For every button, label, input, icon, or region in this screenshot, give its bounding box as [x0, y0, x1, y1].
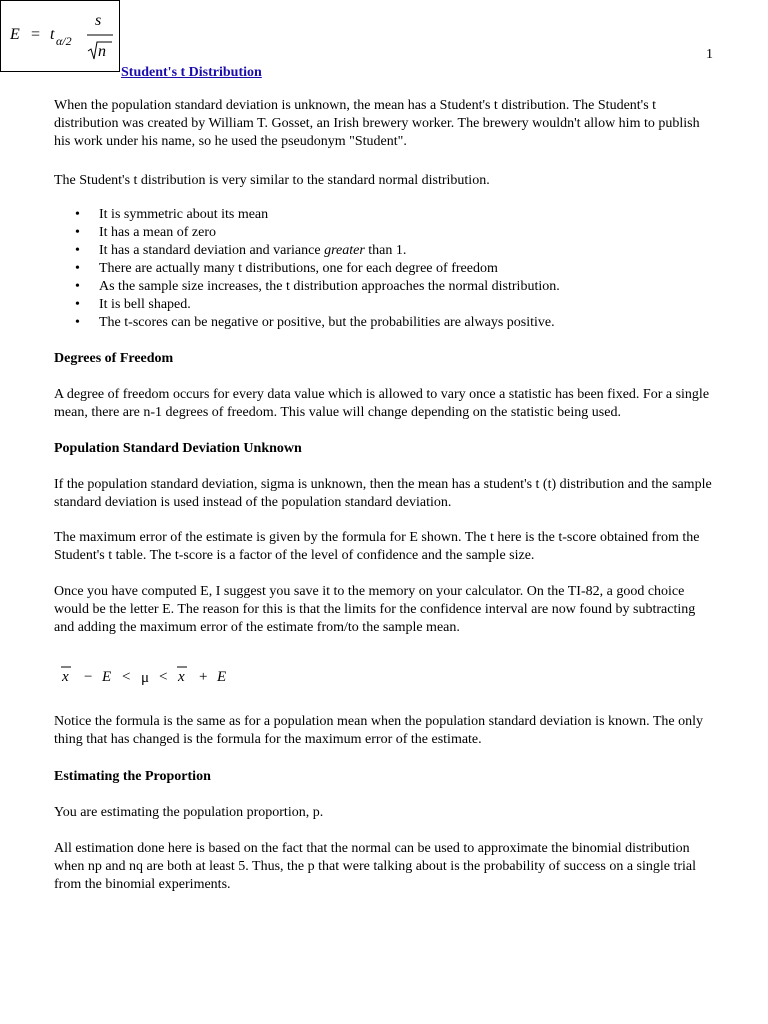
- paragraph-calculator: Once you have computed E, I suggest you save it to the memory on your calculator. On the TI-82, a good choice would be the letter E. The reason for this is that the limits for the confidence interval are now found by subtracting and adding the maximum error of the estimate from/to the sample mean.: [54, 584, 696, 635]
- formula-e-t: t: [50, 26, 55, 43]
- formula-e-subscript: α/2: [56, 34, 72, 48]
- bullet-icon: •: [75, 225, 80, 240]
- list-item: • There are actually many t distributions, one for each degree of freedom: [75, 261, 498, 276]
- ci-minus: −: [84, 669, 93, 685]
- list-item: • It is bell shaped.: [75, 297, 191, 312]
- formula-e-equals: =: [31, 26, 41, 43]
- paragraph-binomial: All estimation done here is based on the fact that the normal can be used to approximate the binomial distribution when np and nq are both at least 5. Thus, the p that were talking about is the probability of success on a single trial from the binomial experiments.: [54, 841, 697, 892]
- ci-xbar-left: x: [62, 669, 69, 685]
- list-item: • As the sample size increases, the t distribution approaches the normal distribution.: [75, 279, 560, 294]
- page-title-link[interactable]: Student's t Distribution: [121, 65, 262, 80]
- formula-e-denominator: n: [98, 43, 106, 60]
- heading-degrees-of-freedom: Degrees of Freedom: [54, 351, 174, 366]
- list-item: • It has a mean of zero: [75, 225, 216, 240]
- emphasis-greater: greater: [324, 243, 365, 258]
- paragraph-degrees-of-freedom: A degree of freedom occurs for every data value which is allowed to vary once a statistic has been fixed. For a single mean, there are n-1 degrees of freedom. This value will change depending on the statistic being used.: [54, 387, 710, 420]
- list-item: • It has a standard deviation and variance greater than 1.: [75, 243, 407, 258]
- max-error-formula: [1, 1, 121, 73]
- bullet-icon: •: [75, 207, 80, 222]
- bullet-icon: •: [75, 243, 80, 258]
- paragraph-proportion: You are estimating the population proportion, p.: [54, 805, 324, 820]
- heading-estimating-proportion: Estimating the Proportion: [54, 769, 211, 784]
- paragraph-notice: Notice the formula is the same as for a population mean when the population standard deviation is known. The only thing that has changed is the formula for the maximum error of the estimate.: [54, 714, 704, 747]
- paragraph-max-error: The maximum error of the estimate is given by the formula for E shown. The t here is the t-score obtained from the Student's t table. The t-score is a factor of the level of confidence and the sample size.: [54, 530, 700, 563]
- list-item: • The t-scores can be negative or positive, but the probabilities are always positive.: [75, 315, 555, 330]
- bullet-icon: •: [75, 279, 80, 294]
- ci-e-right: E: [217, 669, 227, 685]
- bullet-icon: •: [75, 261, 80, 276]
- formula-e-numerator: s: [95, 12, 102, 29]
- ci-lt-right: <: [159, 669, 168, 685]
- list-item: • It is symmetric about its mean: [75, 207, 269, 222]
- ci-e-left: E: [102, 669, 112, 685]
- properties-list: [54, 206, 718, 332]
- formula-e-lhs: E: [10, 26, 20, 43]
- page-number: 1: [706, 47, 713, 62]
- heading-population-sd-unknown: Population Standard Deviation Unknown: [54, 441, 302, 456]
- ci-plus: +: [199, 669, 208, 685]
- paragraph-similarity: The Student's t distribution is very similar to the standard normal distribution.: [54, 173, 490, 188]
- max-error-formula-box: [0, 0, 120, 72]
- ci-lt-left: <: [122, 669, 131, 685]
- ci-mu: μ: [141, 670, 150, 686]
- paragraph-sigma-unknown: If the population standard deviation, sigma is unknown, then the mean has a student's t (t) distribution and the sample standard deviation is used instead of the population standard deviation.: [54, 477, 712, 510]
- ci-xbar-right: x: [178, 669, 185, 685]
- bullet-icon: •: [75, 297, 80, 312]
- confidence-interval-formula: [56, 662, 246, 695]
- bullet-icon: •: [75, 315, 80, 330]
- paragraph-intro: When the population standard deviation is unknown, the mean has a Student's t distribution. The Student's t distribution was created by William T. Gosset, an Irish brewery worker. The brewery wouldn't allow him to publish his work under his name, so he used the pseudonym "Student".: [54, 98, 700, 149]
